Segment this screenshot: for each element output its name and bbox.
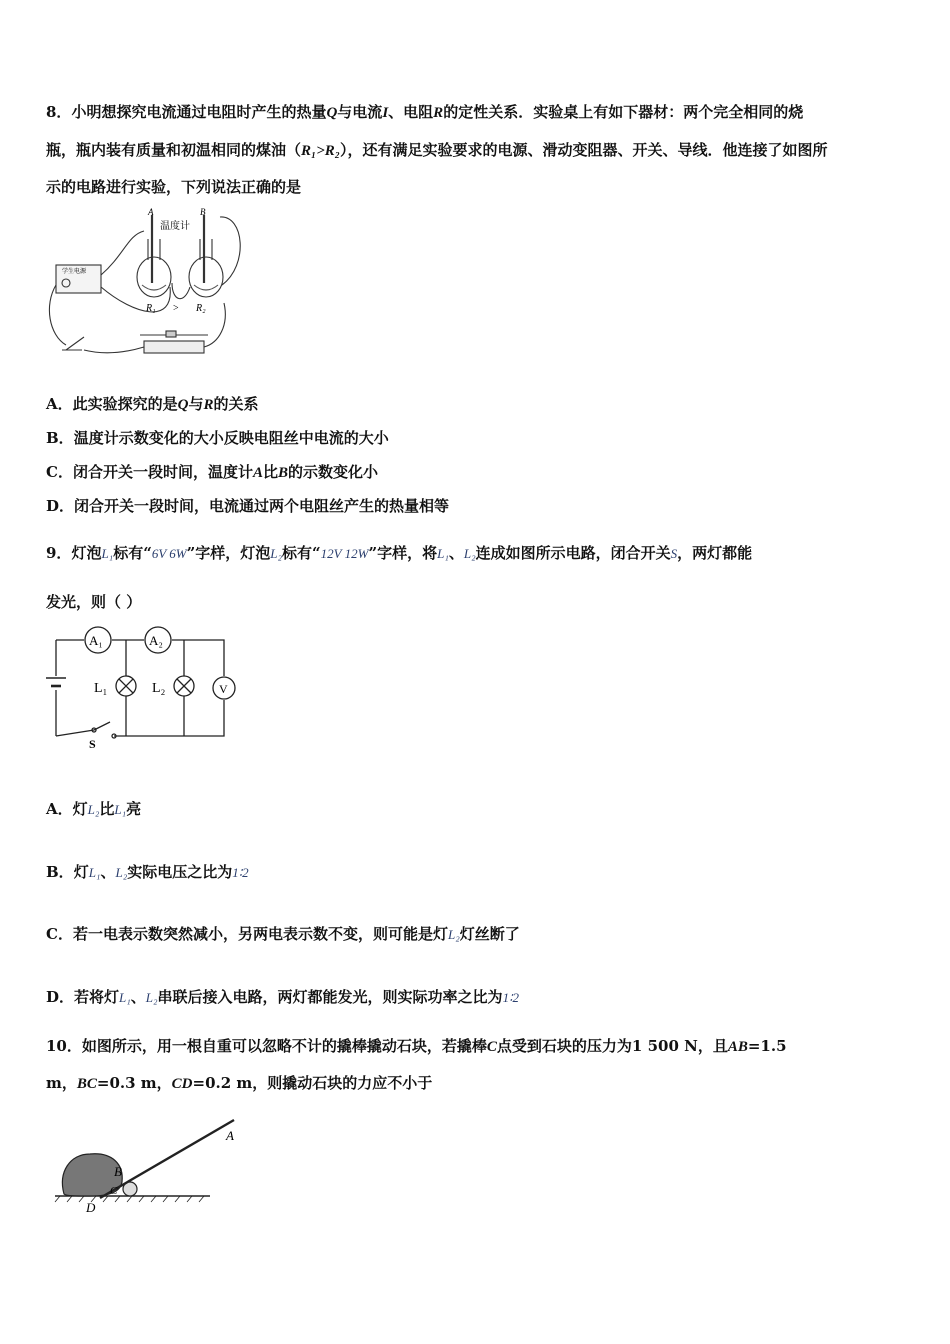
q8-text: ），还有满足实验要求的电源、滑动变阻器、开关、导线．他连接了如图所 xyxy=(340,141,828,159)
option-text: 若将灯 xyxy=(74,988,120,1006)
option-text: 温度计示数变化的大小反映电阻丝中电流的大小 xyxy=(73,429,389,447)
symbol-l1: L₁ xyxy=(119,990,131,1005)
option-label: D． xyxy=(46,988,75,1006)
q8-line-2 xyxy=(46,140,828,161)
q9-text: ，两灯都能 xyxy=(677,544,753,562)
option-text: 此实验探究的是 xyxy=(72,395,178,413)
option-text: 闭合开关一段时间，温度计 xyxy=(72,463,253,481)
q9-option-b xyxy=(46,862,249,883)
fig-a2: A₂ xyxy=(149,633,163,648)
q9-text: ”字样，将 xyxy=(368,544,438,562)
q9-text: 连成如图所示电路，闭合开关 xyxy=(475,544,671,562)
q9-line-2 xyxy=(46,592,141,612)
rating-l2: 12V 12W xyxy=(320,546,369,561)
q10-text: =0.2 m，则撬动石块的力应不小于 xyxy=(192,1074,433,1092)
q10-text: =0.3 m， xyxy=(96,1074,172,1092)
fig-thermometer-label: 温度计 xyxy=(160,221,190,232)
option-label: A． xyxy=(46,800,73,818)
var-a: A xyxy=(252,465,263,481)
force-value: 1 500 N xyxy=(631,1037,698,1055)
q9-option-c xyxy=(46,924,520,945)
fig-power-label: 学生电源 xyxy=(62,269,87,275)
var-q: Q xyxy=(177,397,189,413)
q8-option-d xyxy=(46,496,449,516)
q8-number: 8． xyxy=(46,103,72,121)
q8-line-1 xyxy=(46,102,803,123)
rating-l1: 6V 6W xyxy=(151,546,187,561)
symbol-l2: L₂ xyxy=(447,927,460,942)
q10-lever-figure xyxy=(50,1112,250,1216)
q8-text: 、电阻 xyxy=(388,103,434,121)
q8-text: 示的电路进行实验，下列说法正确的是 xyxy=(46,178,302,196)
option-label: B． xyxy=(46,863,74,881)
q10-text: =1.5 xyxy=(747,1037,787,1055)
symbol-l2: L₂ xyxy=(463,546,476,561)
q9-circuit-figure xyxy=(44,624,244,752)
option-label: A． xyxy=(46,395,73,413)
option-text: 、 xyxy=(100,863,116,881)
option-text: 、 xyxy=(130,988,146,1006)
q8-text: 的定性关系．实验桌上有如下器材：两个完全相同的烧 xyxy=(443,103,804,121)
q8-option-a xyxy=(46,394,259,415)
option-text: 的示数变化小 xyxy=(288,463,379,481)
fig-v: V xyxy=(219,682,228,696)
symbol-l2: L₂ xyxy=(145,990,158,1005)
var-q: Q xyxy=(326,105,338,121)
option-text: 闭合开关一段时间，电流通过两个电阻丝产生的热量相等 xyxy=(74,497,450,515)
q8-text: 小明想探究电流通过电阻时产生的热量 xyxy=(71,103,327,121)
q10-text: 点受到石块的压力为 xyxy=(496,1037,632,1055)
lever xyxy=(100,1120,234,1198)
option-text: 实际电压之比为 xyxy=(127,863,233,881)
option-text: 灯 xyxy=(73,863,89,881)
fig-label-b: B xyxy=(200,207,206,217)
symbol-l1: L₁ xyxy=(88,865,101,880)
q9-text: ”字样，灯泡 xyxy=(186,544,271,562)
option-text: 亮 xyxy=(126,800,142,818)
symbol-l1: L₁ xyxy=(101,546,114,561)
var-r: R xyxy=(203,397,214,413)
var-cd: CD xyxy=(171,1076,193,1092)
q9-text: 标有“ xyxy=(282,544,321,562)
fig-label-d: D xyxy=(86,1200,96,1215)
q9-option-a xyxy=(46,799,141,820)
option-label: C． xyxy=(46,463,73,481)
option-text: 与 xyxy=(188,395,204,413)
q8-text: 与电流 xyxy=(337,103,383,121)
fig-label-a: A xyxy=(226,1128,234,1143)
option-text: 比 xyxy=(262,463,278,481)
fig-l2: L₂ xyxy=(152,681,166,696)
switch xyxy=(62,337,84,350)
q9-text: 标有“ xyxy=(113,544,152,562)
fig-label-c: C xyxy=(110,1185,118,1197)
option-label: C． xyxy=(46,925,73,943)
q8-option-b xyxy=(46,428,389,448)
var-bc: BC xyxy=(76,1076,97,1092)
q8-line-3 xyxy=(46,177,301,197)
q9-text: 发光，则（ ） xyxy=(46,593,142,611)
symbol-l2: L₂ xyxy=(87,802,100,817)
fig-r2: R₂ xyxy=(196,303,206,314)
rheostat xyxy=(144,341,204,353)
ratio-value: 1∶2 xyxy=(502,990,519,1005)
q9-text: 、 xyxy=(448,544,464,562)
symbol-l2: L₂ xyxy=(115,865,128,880)
option-text: 比 xyxy=(99,800,115,818)
q9-number: 9． xyxy=(46,544,72,562)
q10-text: 如图所示，用一根自重可以忽略不计的撬棒撬动石块，若撬棒 xyxy=(81,1037,487,1055)
q9-option-d xyxy=(46,987,519,1008)
symbol-s: S xyxy=(670,546,678,561)
option-text: 串联后接入电路，两灯都能发光，则实际功率之比为 xyxy=(157,988,503,1006)
option-text: 若一电表示数突然减小，另两电表示数不变，则可能是灯 xyxy=(72,925,448,943)
option-text: 灯 xyxy=(72,800,88,818)
var-i: I xyxy=(382,105,389,121)
fig-label-a: A xyxy=(148,207,154,217)
option-label: D． xyxy=(46,497,75,515)
option-text: 灯丝断了 xyxy=(459,925,520,943)
symbol-l1: L₁ xyxy=(114,802,127,817)
flask-1 xyxy=(137,257,171,297)
q10-text: m， xyxy=(46,1074,77,1092)
ratio-value: 1∶2 xyxy=(232,865,249,880)
var-r1-r2: R₁>R₂ xyxy=(301,143,341,159)
fig-label-b: B xyxy=(114,1164,122,1179)
q10-text: ，且 xyxy=(697,1037,728,1055)
q9-line-1 xyxy=(46,543,752,564)
option-label: B． xyxy=(46,429,74,447)
q10-number: 10． xyxy=(46,1037,82,1055)
flask-2 xyxy=(189,257,223,297)
q10-line-2 xyxy=(46,1073,432,1094)
fig-s: S xyxy=(89,737,96,751)
fig-r1: R₁ xyxy=(146,303,156,314)
var-b: B xyxy=(278,465,289,481)
fig-l1: L₁ xyxy=(94,681,108,696)
var-ab: AB xyxy=(727,1039,748,1055)
q10-line-1 xyxy=(46,1036,787,1057)
var-c: C xyxy=(486,1039,497,1055)
q8-circuit-figure xyxy=(44,205,244,365)
var-r: R xyxy=(433,105,444,121)
switch xyxy=(94,722,110,730)
q9-text: 灯泡 xyxy=(71,544,102,562)
q8-option-c xyxy=(46,462,378,483)
fig-gt: > xyxy=(173,303,179,314)
q8-text: 瓶，瓶内装有质量和初温相同的煤油（ xyxy=(46,141,302,159)
fig-a1: A₁ xyxy=(89,633,103,648)
symbol-l2: L₂ xyxy=(270,546,283,561)
symbol-l1: L₁ xyxy=(437,546,449,561)
option-text: 的关系 xyxy=(213,395,259,413)
